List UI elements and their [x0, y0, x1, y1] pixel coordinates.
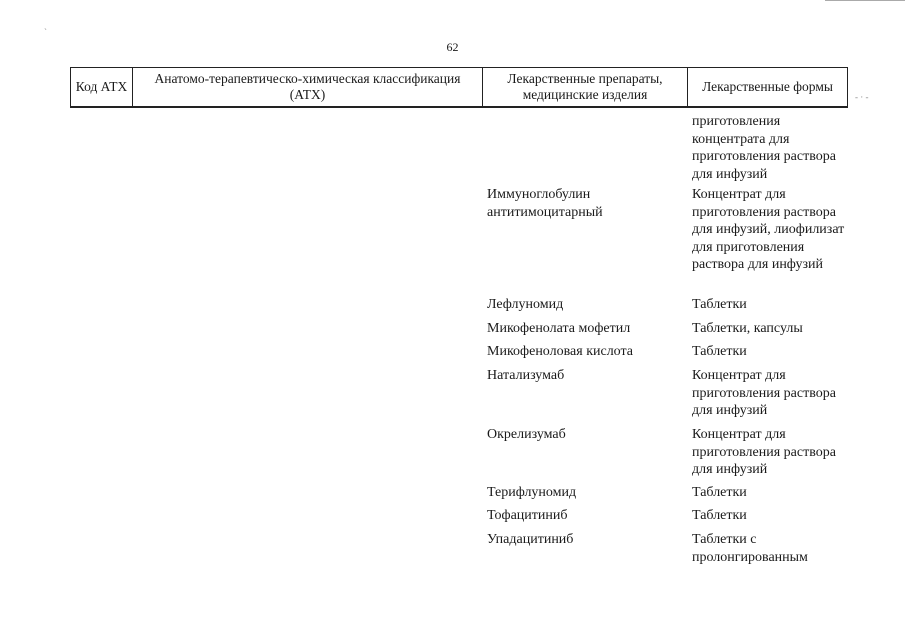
drug-name: Упадацитиниб	[487, 532, 574, 547]
drug-name: Терифлуномид	[487, 485, 577, 500]
dosage-form: Таблетки	[692, 297, 747, 312]
header-drugs: Лекарственные препараты, медицинские изделия	[483, 68, 688, 106]
scan-speck: ˎ	[44, 20, 47, 30]
dosage-form: Концентрат для приготовления раствора для инфузий	[692, 368, 836, 418]
continued-form-cell: приготовления концентрата для приготовления раствора для инфузий	[692, 114, 836, 182]
dosage-form: Концентрат для приготовления раствора для инфузий	[692, 427, 836, 477]
header-atx-classification: Анатомо-терапевтическо-химическая классификация (АТХ)	[133, 68, 483, 106]
dosage-form: Таблетки	[692, 485, 747, 500]
header-bottom-rule	[70, 107, 848, 108]
drug-name: Микофеноловая кислота	[487, 344, 634, 359]
dosage-form: Таблетки	[692, 344, 747, 359]
drug-name: Окрелизумаб	[487, 427, 566, 442]
drug-name: Натализумаб	[487, 368, 565, 383]
dosage-form: Таблетки с пролонгированным	[692, 532, 808, 565]
drug-name: Тофацитиниб	[487, 508, 568, 523]
header-code-atx: Код АТХ	[71, 68, 133, 106]
dosage-form: Таблетки, капсулы	[692, 321, 803, 336]
header-dosage-forms: Лекарственные формы	[702, 79, 833, 94]
dosage-form: Таблетки	[692, 508, 747, 523]
scan-speck: - · -	[855, 92, 869, 102]
drug-name: Иммуноглобулин антитимоцитарный	[487, 187, 603, 220]
table-header	[70, 67, 848, 107]
drug-name: Лефлуномид	[487, 297, 564, 312]
page-number: 62	[446, 40, 459, 54]
dosage-form: Концентрат для приготовления раствора для инфузий, лиофилизат для приготовления раствора для инфузий	[692, 187, 845, 272]
drug-name: Микофенолата мофетил	[487, 321, 631, 336]
scan-edge-line	[825, 0, 905, 1]
